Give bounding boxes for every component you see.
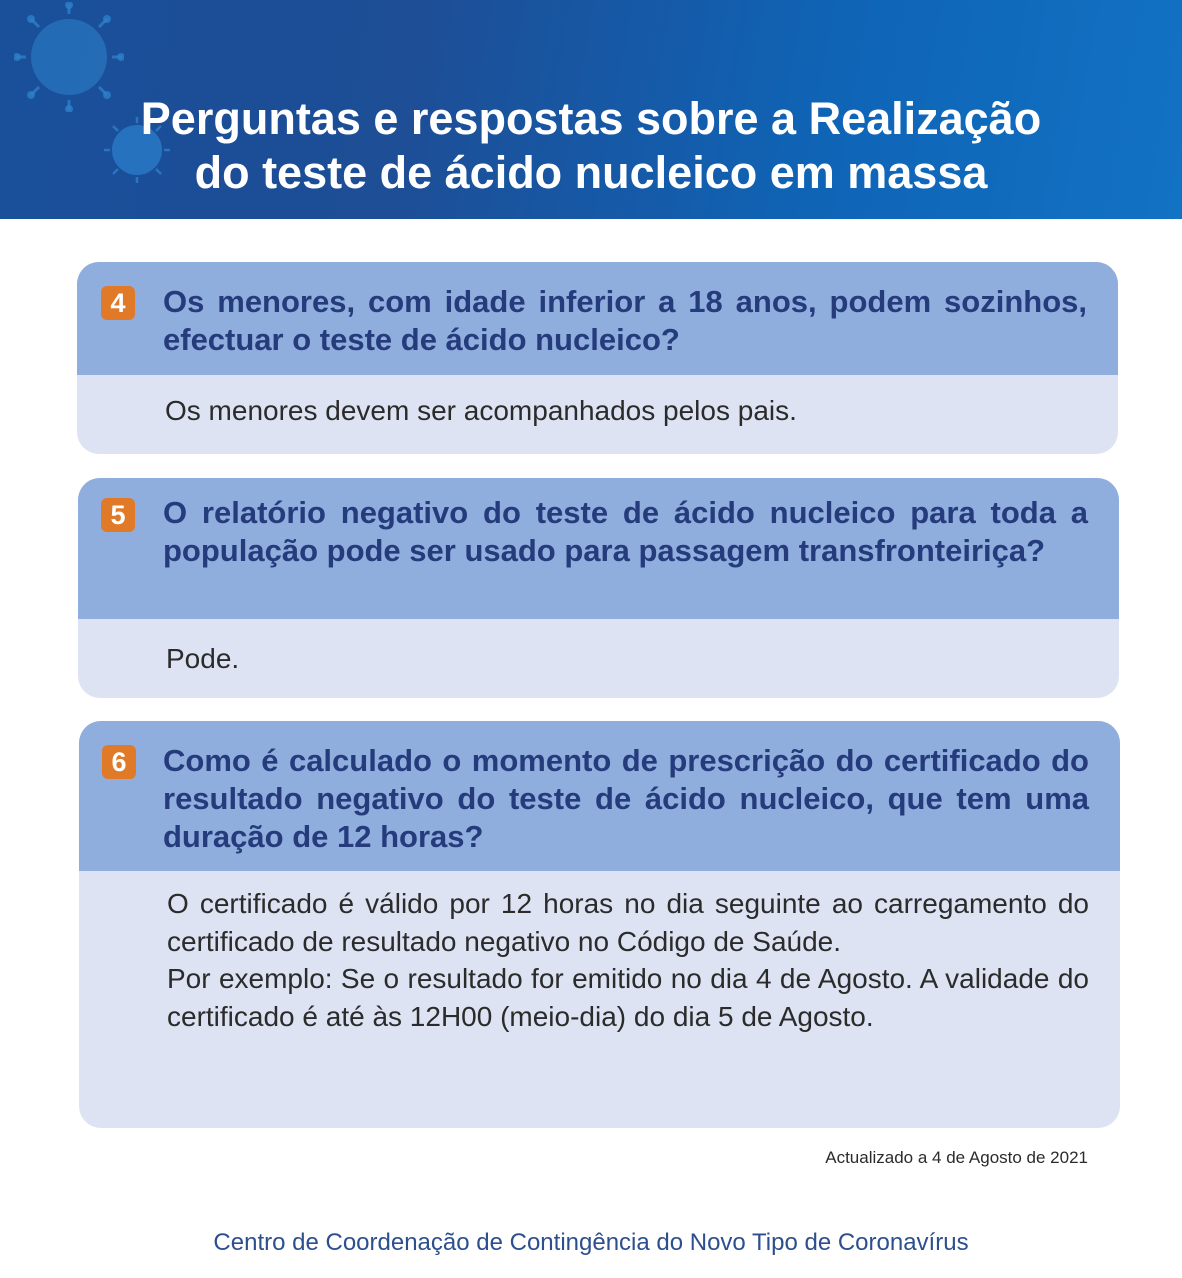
answer-paragraph: Pode. [166, 643, 240, 674]
footer-organization: Centro de Coordenação de Contingência do Novo Tipo de Coronavírus [213, 1229, 969, 1256]
question-number-badge: 4 [101, 286, 135, 320]
faq-card-6 [79, 721, 1120, 1128]
answer-text [167, 885, 1089, 1035]
question-number-badge: 6 [102, 745, 136, 779]
answer-paragraph: Por exemplo: Se o resultado for emitido no dia 4 de Agosto. A validade do certificado é até às 12H00 (meio-dia) do dia 5 de Agosto. [167, 963, 1089, 1032]
faq-card-5 [78, 478, 1119, 698]
question-band [78, 478, 1119, 619]
answer-paragraph: O certificado é válido por 12 horas no dia seguinte ao carregamento do certificado de resultado negativo no Código de Saúde. [167, 888, 1089, 957]
question-number-badge: 5 [101, 498, 135, 532]
question-text: Como é calculado o momento de prescrição do certificado do resultado negativo do teste de ácido nucleico, que tem uma duração de 12 horas? [163, 743, 1089, 854]
question-band [79, 721, 1120, 871]
question-text: O relatório negativo do teste de ácido nucleico para toda a população pode ser usado para passagem transfronteiriça? [163, 495, 1088, 568]
answer-paragraph: Os menores devem ser acompanhados pelos pais. [165, 395, 797, 426]
title-line-1: Perguntas e respostas sobre a Realização [140, 93, 1042, 144]
title-line-2: do teste de ácido nucleico em massa [194, 147, 988, 198]
question-text: Os menores, com idade inferior a 18 anos, podem sozinhos, efectuar o teste de ácido nucleico? [163, 284, 1087, 357]
answer-text [165, 392, 1087, 430]
question-band [77, 262, 1118, 375]
answer-text [166, 640, 1088, 678]
header-banner [0, 0, 1182, 219]
page-title [0, 92, 1182, 200]
faq-card-4 [77, 262, 1118, 454]
updated-date: Actualizado a 4 de Agosto de 2021 [825, 1148, 1088, 1167]
